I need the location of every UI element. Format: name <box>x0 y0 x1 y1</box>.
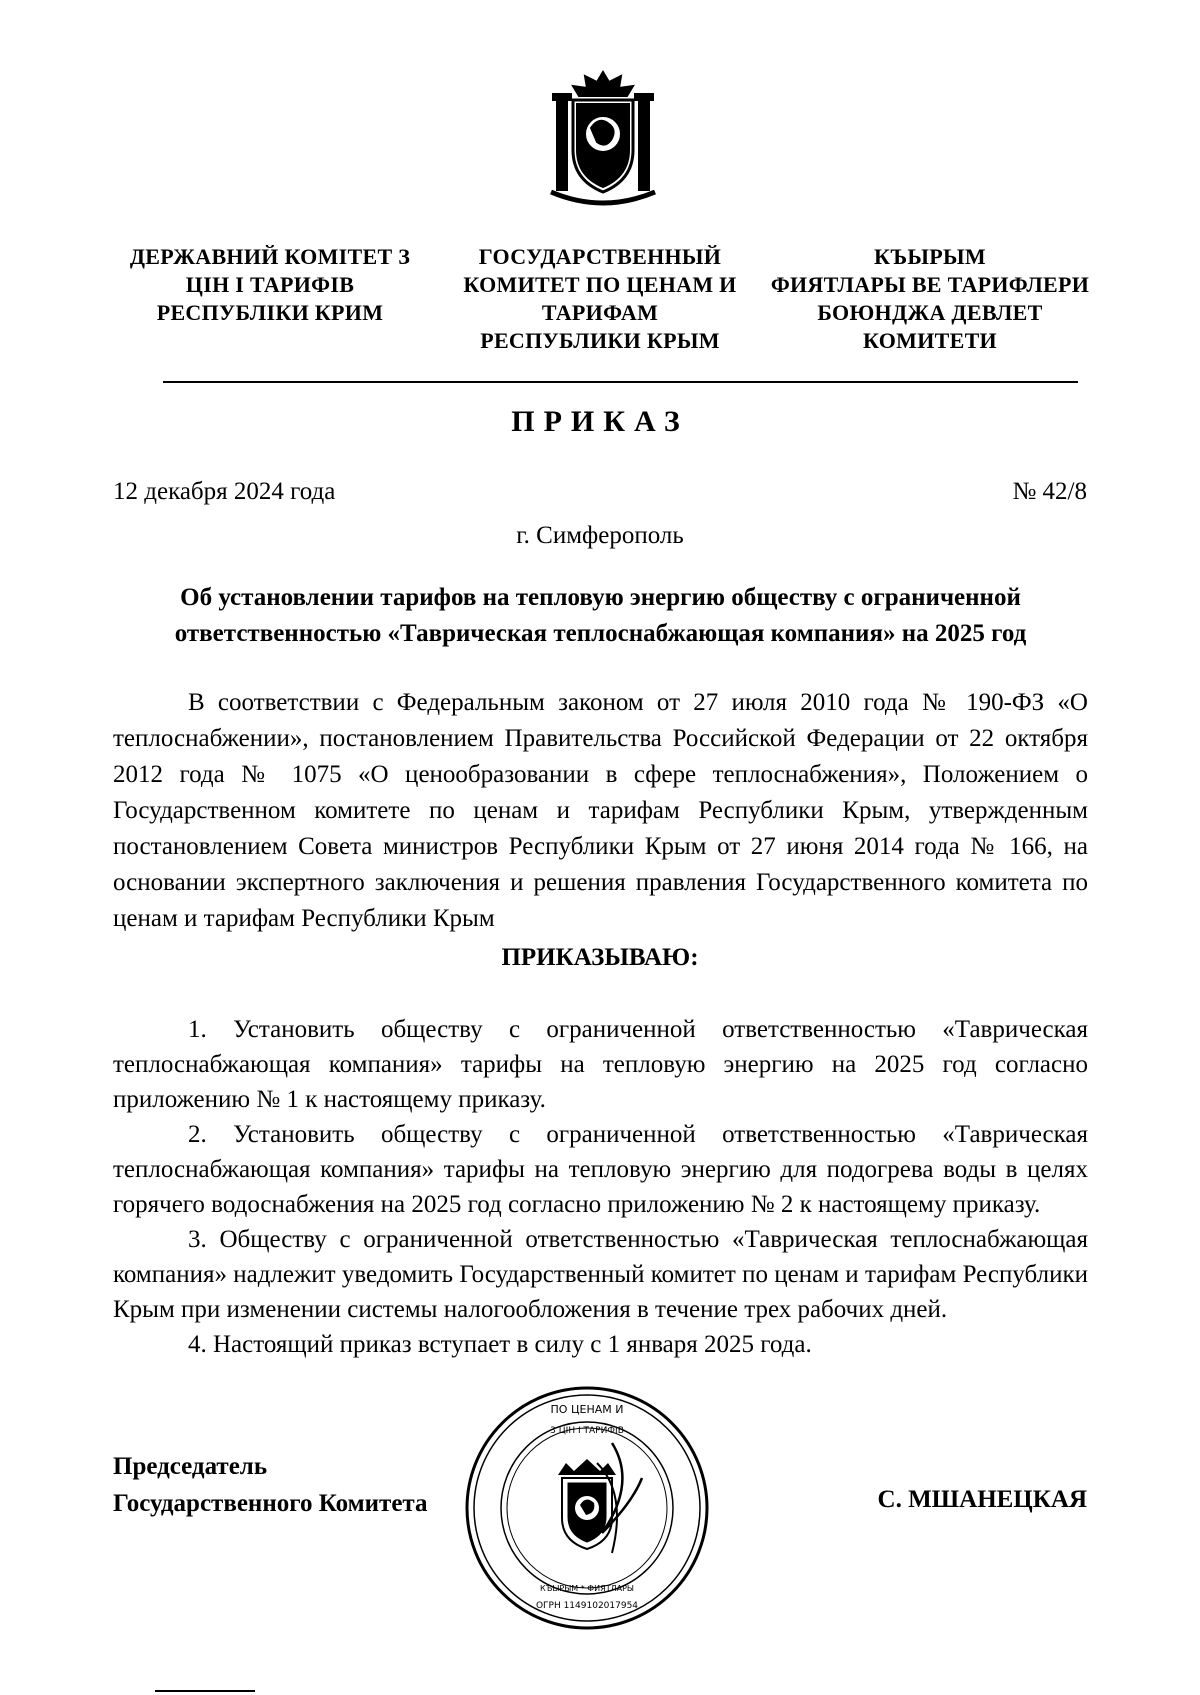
order-item: 2. Установить обществу с ограниченной ответственностью «Таврическая теплоснабжающая компания» тарифы на тепловую энергию для подогрева воды в целях горячего водоснабжения на 2025 год согласно приложению № 2 к настоящему приказу. <box>113 1121 1088 1218</box>
header-divider <box>163 381 1078 383</box>
order-items <box>113 1012 1088 1362</box>
document-date: 12 декабря 2024 года <box>113 478 336 505</box>
order-item: 4. Настоящий приказ вступает в силу с 1 января 2025 года. <box>188 1331 812 1358</box>
signatory-name: С. МШАНЕЦКАЯ <box>877 1486 1087 1513</box>
order-item: 1. Установить обществу с ограниченной ответственностью «Таврическая теплоснабжающая компания» тарифы на тепловую энергию на 2025 год согласно приложению № 1 к настоящему приказу. <box>113 1016 1088 1113</box>
crimea-coat-of-arms-icon <box>543 68 663 208</box>
header-russian-name: ГОСУДАРСТВЕННЫЙ КОМИТЕТ ПО ЦЕНАМ И ТАРИФАМ РЕСПУБЛИКИ КРЫМ <box>463 244 737 353</box>
signatory-position: Председатель Государственного Комитета <box>113 1453 428 1517</box>
document-title: ПРИКАЗ <box>511 405 689 438</box>
order-item: 3. Обществу с ограниченной ответственностью «Таврическая теплоснабжающая компания» надлежит уведомить Государственный комитет по ценам и тарифам Республики Крым при изменении системы налогообложения в течение трех рабочих дней. <box>113 1226 1088 1323</box>
svg-text:ОГРН 1149102017954: ОГРН 1149102017954 <box>535 1601 639 1611</box>
footer-line <box>155 1690 255 1692</box>
header-ukrainian-name: ДЕРЖАВНИЙ КОМІТЕТ З ЦІН І ТАРИФІВ РЕСПУБЛІКИ КРИМ <box>129 244 411 325</box>
document-preamble: В соответствии с Федеральным законом от 27 июля 2010 года № 190-ФЗ «О теплоснабжении», постановлением Правительства Российской Федерации от 22 октября 2012 года № 1075 «О ценообразовании в сфере теплоснабжения», Положением о Государственном комитете по ценам и тарифам Республики Крым, утвержденным постановлением Совета министров Республики Крым от 27 июня 2014 года № 166, на основании экспертного заключения и решения правления Государственного комитета по ценам и тарифам Республики Крым <box>113 689 1088 932</box>
order-heading: ПРИКАЗЫВАЮ: <box>501 944 699 971</box>
document-subject: Об установлении тарифов на тепловую энергию обществу с ограниченной ответственностью «Таврическая теплоснабжающая компания» на 2025 год <box>174 584 1027 647</box>
svg-text:3 ЦІН І ТАРИФІВ: 3 ЦІН І ТАРИФІВ <box>550 1426 624 1436</box>
document-number: № 42/8 <box>1012 478 1087 505</box>
document-city: г. Симферополь <box>516 522 684 549</box>
svg-text:ПО ЦЕНАМ И: ПО ЦЕНАМ И <box>550 1403 624 1416</box>
official-seal-icon <box>462 1383 712 1633</box>
svg-text:КЪЫРЫМ * ФИЯТЛАРЫ: КЪЫРЫМ * ФИЯТЛАРЫ <box>540 1584 634 1593</box>
header-crimean-tatar-name: КЪЫРЫМ ФИЯТЛАРЫ ВЕ ТАРИФЛЕРИ БОЮНДЖА ДЕВЛЕТ КОМИТЕТИ <box>770 244 1090 353</box>
